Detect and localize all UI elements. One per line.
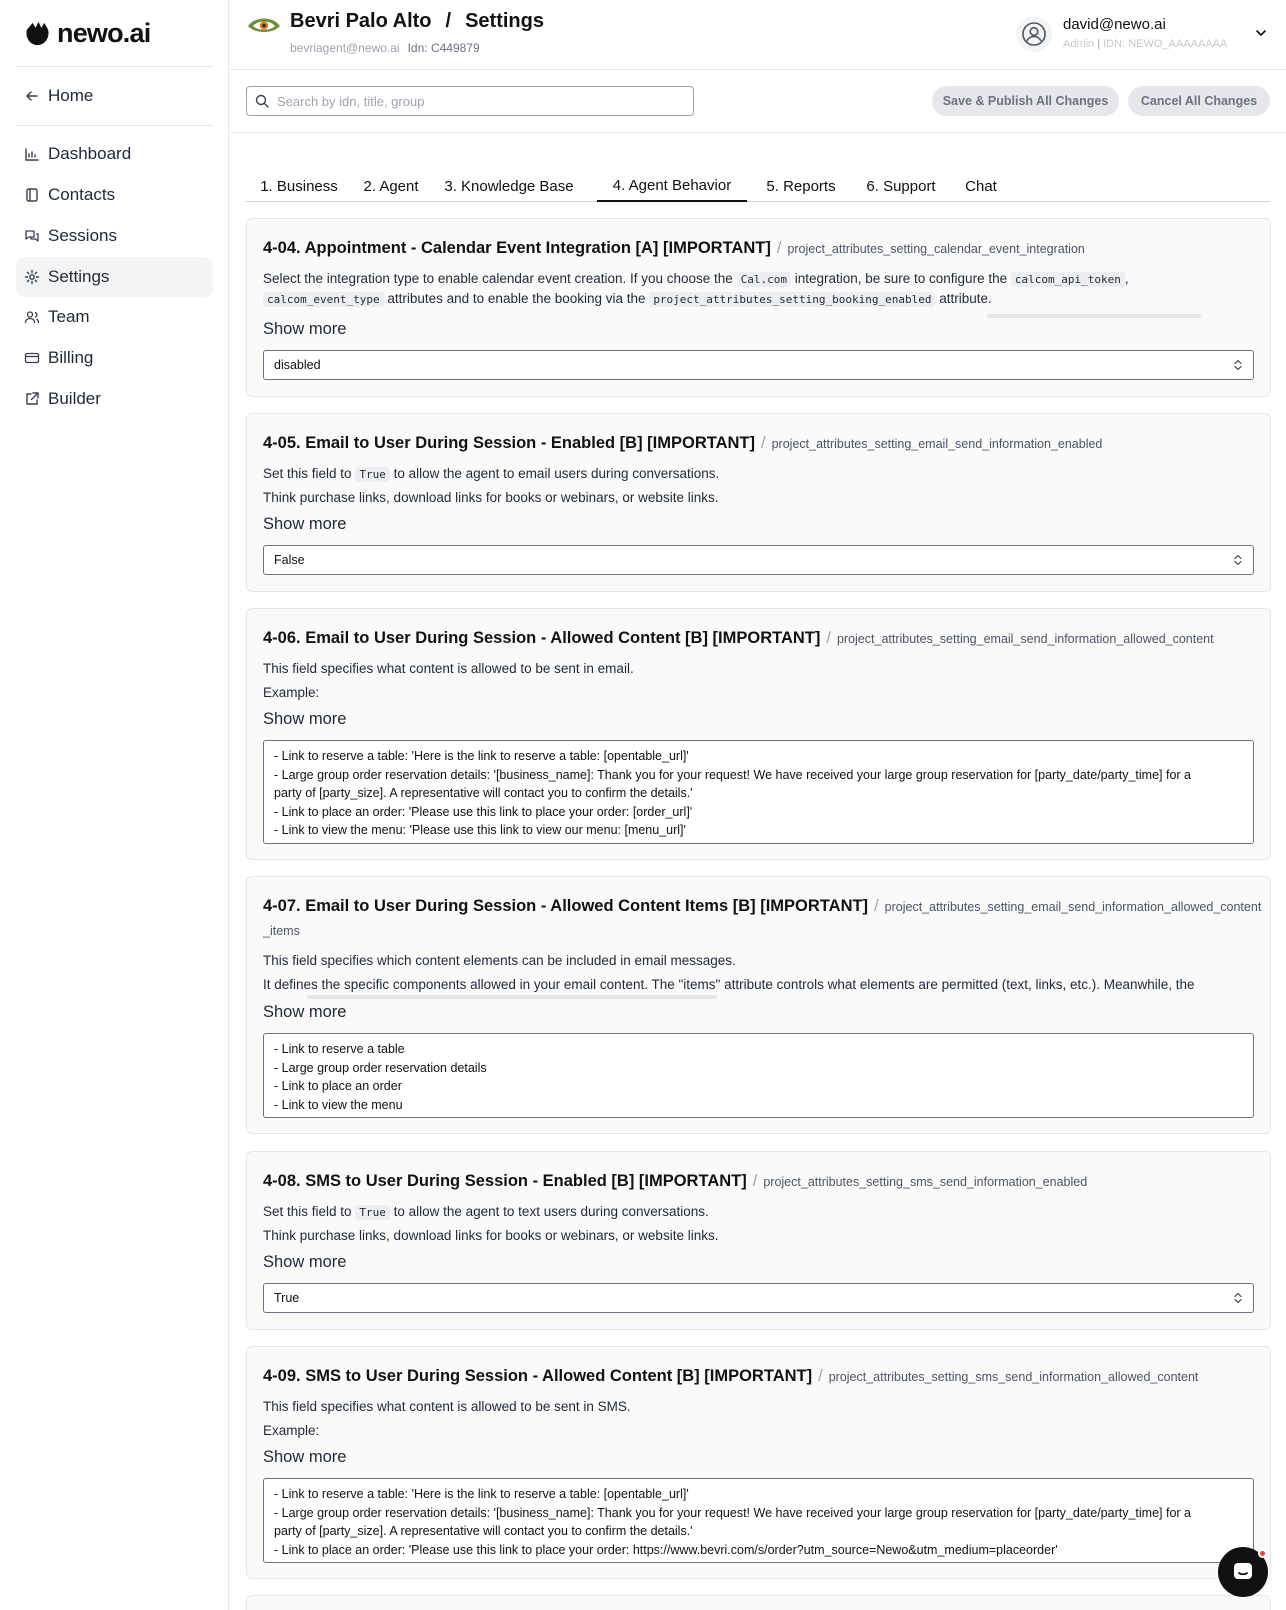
tab-reports[interactable]: 5. Reports <box>766 177 836 195</box>
setting-attribute: project_attributes_setting_email_send_information_allowed_content <box>836 632 1214 646</box>
tab-agent[interactable]: 2. Agent <box>363 177 419 195</box>
setting-description: Think purchase links, download links for books or webinars, or website links. <box>263 1228 719 1243</box>
setting-description <box>263 464 1253 485</box>
tab-agent-behavior[interactable]: 4. Agent Behavior <box>597 170 747 202</box>
setting-description: This field specifies what content is allowed to be sent in SMS. <box>263 1399 631 1414</box>
inline-code: True <box>355 467 390 482</box>
tab-business[interactable]: 1. Business <box>260 177 338 195</box>
eye-logo-icon <box>247 14 281 36</box>
chat-bubble-icon <box>1231 1560 1255 1584</box>
sidebar-item-label: Sessions <box>48 226 117 245</box>
setting-attribute: project_attributes_setting_calendar_event_integration <box>787 242 1085 256</box>
textarea-line: - Link to reserve a table: 'Here is the link to reserve a table: [opentable_url]' <box>274 749 689 763</box>
search-icon <box>255 94 269 108</box>
page-name: Settings <box>465 10 544 32</box>
setting-title: 4-06. Email to User During Session - Allowed Content [B] [IMPORTANT] / project_attributes_setting_email_send_information_allowed_content <box>263 629 1214 647</box>
setting-description <box>263 1202 1253 1223</box>
sidebar-divider <box>16 125 213 126</box>
tab-knowledge-base[interactable]: 3. Knowledge Base <box>444 177 574 195</box>
setting-attribute: project_attributes_setting_sms_send_information_allowed_content <box>828 1370 1199 1384</box>
setting-title: 4-04. Appointment - Calendar Event Integration [A] [IMPORTANT] / project_attributes_setting_calendar_event_integration <box>263 239 1085 257</box>
desc-text: Set this field to <box>263 466 352 481</box>
setting-title: 4-09. SMS to User During Session - Allowed Content [B] [IMPORTANT] / project_attributes_setting_sms_send_information_allowed_content <box>263 1367 1199 1385</box>
setting-title: 4-08. SMS to User During Session - Enabled [B] [IMPORTANT] / project_attributes_setting_sms_send_information_enabled <box>263 1172 1088 1190</box>
logo-text: newo.ai <box>57 17 151 48</box>
sidebar <box>0 0 229 1610</box>
newo-logo-icon <box>24 20 51 47</box>
setting-title-text: 4-04. Appointment - Calendar Event Integration [A] [IMPORTANT] <box>263 239 771 257</box>
desc-text: attribute. <box>939 291 992 306</box>
sidebar-item-contacts[interactable] <box>16 175 213 215</box>
textarea-line: - Link to place an order: 'Please use this link to place your order: [order_url]' <box>274 804 693 819</box>
sidebar-item-settings[interactable] <box>16 257 213 297</box>
select-arrows-icon <box>1233 359 1243 371</box>
desc-text: Select the integration type to enable calendar event creation. If you choose the <box>263 271 733 286</box>
page-title <box>290 10 544 33</box>
desc-text: integration, be sure to configure the <box>794 271 1008 286</box>
agent-idn: Idn: C449879 <box>407 41 480 55</box>
toolbar-divider <box>230 132 1286 133</box>
sidebar-item-builder[interactable] <box>16 379 213 419</box>
setting-title: 4-05. Email to User During Session - Enabled [B] [IMPORTANT] / project_attributes_setting_email_send_information_enabled <box>263 434 1103 452</box>
textarea-line: party of [party_size]. A representative will contact you to confirm the details.' <box>274 1524 693 1539</box>
chat-icon <box>24 228 40 244</box>
setting-description <box>263 289 1253 310</box>
textarea-line: - Link to view the menu <box>274 1097 403 1112</box>
user-circle-icon <box>1021 21 1047 47</box>
setting-description: This field specifies which content elements can be included in email messages. <box>263 953 736 968</box>
textarea-line: - Link to place an order <box>274 1079 402 1094</box>
sms-allowed-content-textarea[interactable] <box>263 1478 1254 1563</box>
project-name: Bevri Palo Alto <box>290 10 432 32</box>
textarea-line: - Link to reserve a table <box>274 1042 405 1056</box>
sidebar-item-label: Dashboard <box>48 144 132 163</box>
setting-title-text: 4-08. SMS to User During Session - Enabled [B] [IMPORTANT] <box>263 1172 747 1190</box>
sidebar-item-sessions[interactable] <box>16 216 213 256</box>
sidebar-item-label: Home <box>48 86 94 105</box>
setting-title-text: 4-07. Email to User During Session - Allowed Content Items [B] [IMPORTANT] <box>263 897 869 915</box>
textarea-line: - Large group order reservation details: '[business_name]: Thank you for your request! We have received your large group reservation for [party_date/party_time] for a <box>274 767 1191 782</box>
tab-chat[interactable]: Chat <box>965 177 997 195</box>
avatar[interactable] <box>1016 16 1052 52</box>
user-idn: IDN: NEWO_AAAAAAAA <box>1103 38 1228 50</box>
fade-indicator <box>987 314 1201 318</box>
setting-attribute: project_attributes_setting_sms_send_information_enabled <box>763 1175 1088 1189</box>
sidebar-item-dashboard[interactable] <box>16 134 213 174</box>
role-label: Admin <box>1063 38 1095 50</box>
agent-email: bevriagent@newo.ai <box>290 41 400 55</box>
email-enabled-select[interactable] <box>263 545 1254 575</box>
sidebar-item-home[interactable] <box>16 76 213 116</box>
title-separator: / <box>445 10 452 32</box>
textarea-line: - Large group order reservation details <box>274 1060 487 1075</box>
cancel-changes-button[interactable]: Cancel All Changes <box>1128 86 1270 116</box>
notification-dot <box>1258 1549 1267 1558</box>
setting-description: Example: <box>263 685 320 700</box>
textarea-line: - Large group order reservation details: '[business_name]: Thank you for your request! We have received your large group reservation for [party_date/party_time] for a <box>274 1505 1191 1520</box>
inline-code: calcom_api_token <box>1011 272 1125 287</box>
sidebar-item-label: Billing <box>48 348 94 367</box>
contacts-icon <box>24 187 40 203</box>
show-more-link[interactable]: Show more <box>263 1003 347 1021</box>
sidebar-item-team[interactable] <box>16 297 213 337</box>
inline-code: Cal.com <box>737 272 791 287</box>
external-link-icon <box>24 391 40 407</box>
setting-card-4-04 <box>246 218 1271 397</box>
setting-card-4-05 <box>246 413 1271 592</box>
select-arrows-icon <box>1233 1292 1243 1304</box>
desc-text: Set this field to <box>263 1204 352 1219</box>
settings-tabs <box>246 170 1270 202</box>
tab-support[interactable]: 6. Support <box>866 177 936 195</box>
sidebar-item-label: Settings <box>48 267 110 286</box>
chart-icon <box>24 146 40 162</box>
desc-text: , <box>1124 271 1129 286</box>
textarea-line: party of [party_size]. A representative will contact you to confirm the details.' <box>274 786 693 801</box>
setting-attribute: project_attributes_setting_email_send_information_allowed_content <box>884 900 1262 914</box>
search-box[interactable] <box>246 86 694 116</box>
setting-title: 4-07. Email to User During Session - Allowed Content Items [B] [IMPORTANT] / project_attributes_setting_email_send_information_allowed_content <box>263 897 1262 915</box>
email-allowed-content-textarea[interactable] <box>263 740 1254 844</box>
setting-attribute-wrap: _items <box>263 924 300 938</box>
chevron-down-icon[interactable] <box>1254 26 1268 40</box>
card-icon <box>24 350 40 366</box>
sidebar-divider <box>16 66 213 67</box>
textarea-line: - Link to reserve a table: 'Here is the link to reserve a table: [opentable_url]' <box>274 1487 689 1501</box>
inline-code: project_attributes_setting_booking_enabled <box>649 292 935 307</box>
setting-description: It defines the specific components allowed in your email content. The "items" attribute controls what elements are permitted (text, links, etc.). Meanwhile, the <box>263 977 1195 992</box>
sidebar-item-label: Team <box>48 307 90 326</box>
show-more-link[interactable]: Show more <box>263 1253 347 1271</box>
select-value: disabled <box>274 358 321 372</box>
search-input[interactable] <box>277 94 677 109</box>
select-value: False <box>274 553 305 567</box>
select-arrows-icon <box>1233 554 1243 566</box>
setting-title-text: 4-09. SMS to User During Session - Allowed Content [B] [IMPORTANT] <box>263 1367 813 1385</box>
setting-card-4-08 <box>246 1151 1271 1330</box>
setting-description <box>263 269 1253 290</box>
desc-text: to allow the agent to email users during conversations. <box>393 466 720 481</box>
show-more-link[interactable]: Show more <box>263 1448 347 1466</box>
sidebar-item-label: Contacts <box>48 185 116 204</box>
page-header <box>230 0 1286 70</box>
sms-enabled-select[interactable] <box>263 1283 1254 1313</box>
show-more-link[interactable]: Show more <box>263 515 347 533</box>
fade-indicator <box>307 995 717 999</box>
setting-title-text: 4-05. Email to User During Session - Enabled [B] [IMPORTANT] <box>263 434 756 452</box>
textarea-line: - Link to view the menu: 'Please use this link to view our menu: [menu_url]' <box>274 823 686 838</box>
gear-icon <box>24 269 40 285</box>
desc-text: to allow the agent to text users during conversations. <box>393 1204 709 1219</box>
user-email: david@newo.ai <box>1063 16 1166 33</box>
sidebar-item-label: Builder <box>48 389 101 408</box>
show-more-link[interactable]: Show more <box>263 710 347 728</box>
team-icon <box>24 309 40 325</box>
save-publish-button[interactable]: Save & Publish All Changes <box>932 86 1119 116</box>
setting-card-4-06 <box>246 608 1271 860</box>
setting-description: Think purchase links, download links for books or webinars, or website links. <box>263 490 719 505</box>
user-role: Admin | IDN: NEWO_AAAAAAAA <box>1063 38 1228 50</box>
setting-attribute: project_attributes_setting_email_send_information_enabled <box>771 437 1103 451</box>
sidebar-item-billing[interactable] <box>16 338 213 378</box>
inline-code: True <box>355 1205 390 1220</box>
arrow-left-icon <box>24 88 40 104</box>
setting-title-text: 4-06. Email to User During Session - Allowed Content [B] [IMPORTANT] <box>263 629 821 647</box>
select-value: True <box>274 1291 300 1305</box>
show-more-link[interactable]: Show more <box>263 320 347 338</box>
textarea-line: - Link to place an order: 'Please use this link to place your order: https://www.bevri.com/s/order?utm_source=Newo&utm_medium=placeorder' <box>274 1542 1058 1557</box>
logo[interactable] <box>24 18 150 48</box>
setting-description: Example: <box>263 1423 320 1438</box>
agent-info <box>290 41 480 55</box>
desc-text: attributes and to enable the booking via the <box>387 291 646 306</box>
setting-card-next <box>246 1595 1271 1610</box>
inline-code: calcom_event_type <box>263 292 384 307</box>
setting-description: This field specifies what content is allowed to be sent in email. <box>263 661 634 676</box>
calendar-integration-select[interactable] <box>263 350 1254 380</box>
setting-card-4-09 <box>246 1346 1271 1579</box>
email-allowed-items-textarea[interactable] <box>263 1033 1254 1118</box>
setting-card-4-07 <box>246 876 1271 1134</box>
